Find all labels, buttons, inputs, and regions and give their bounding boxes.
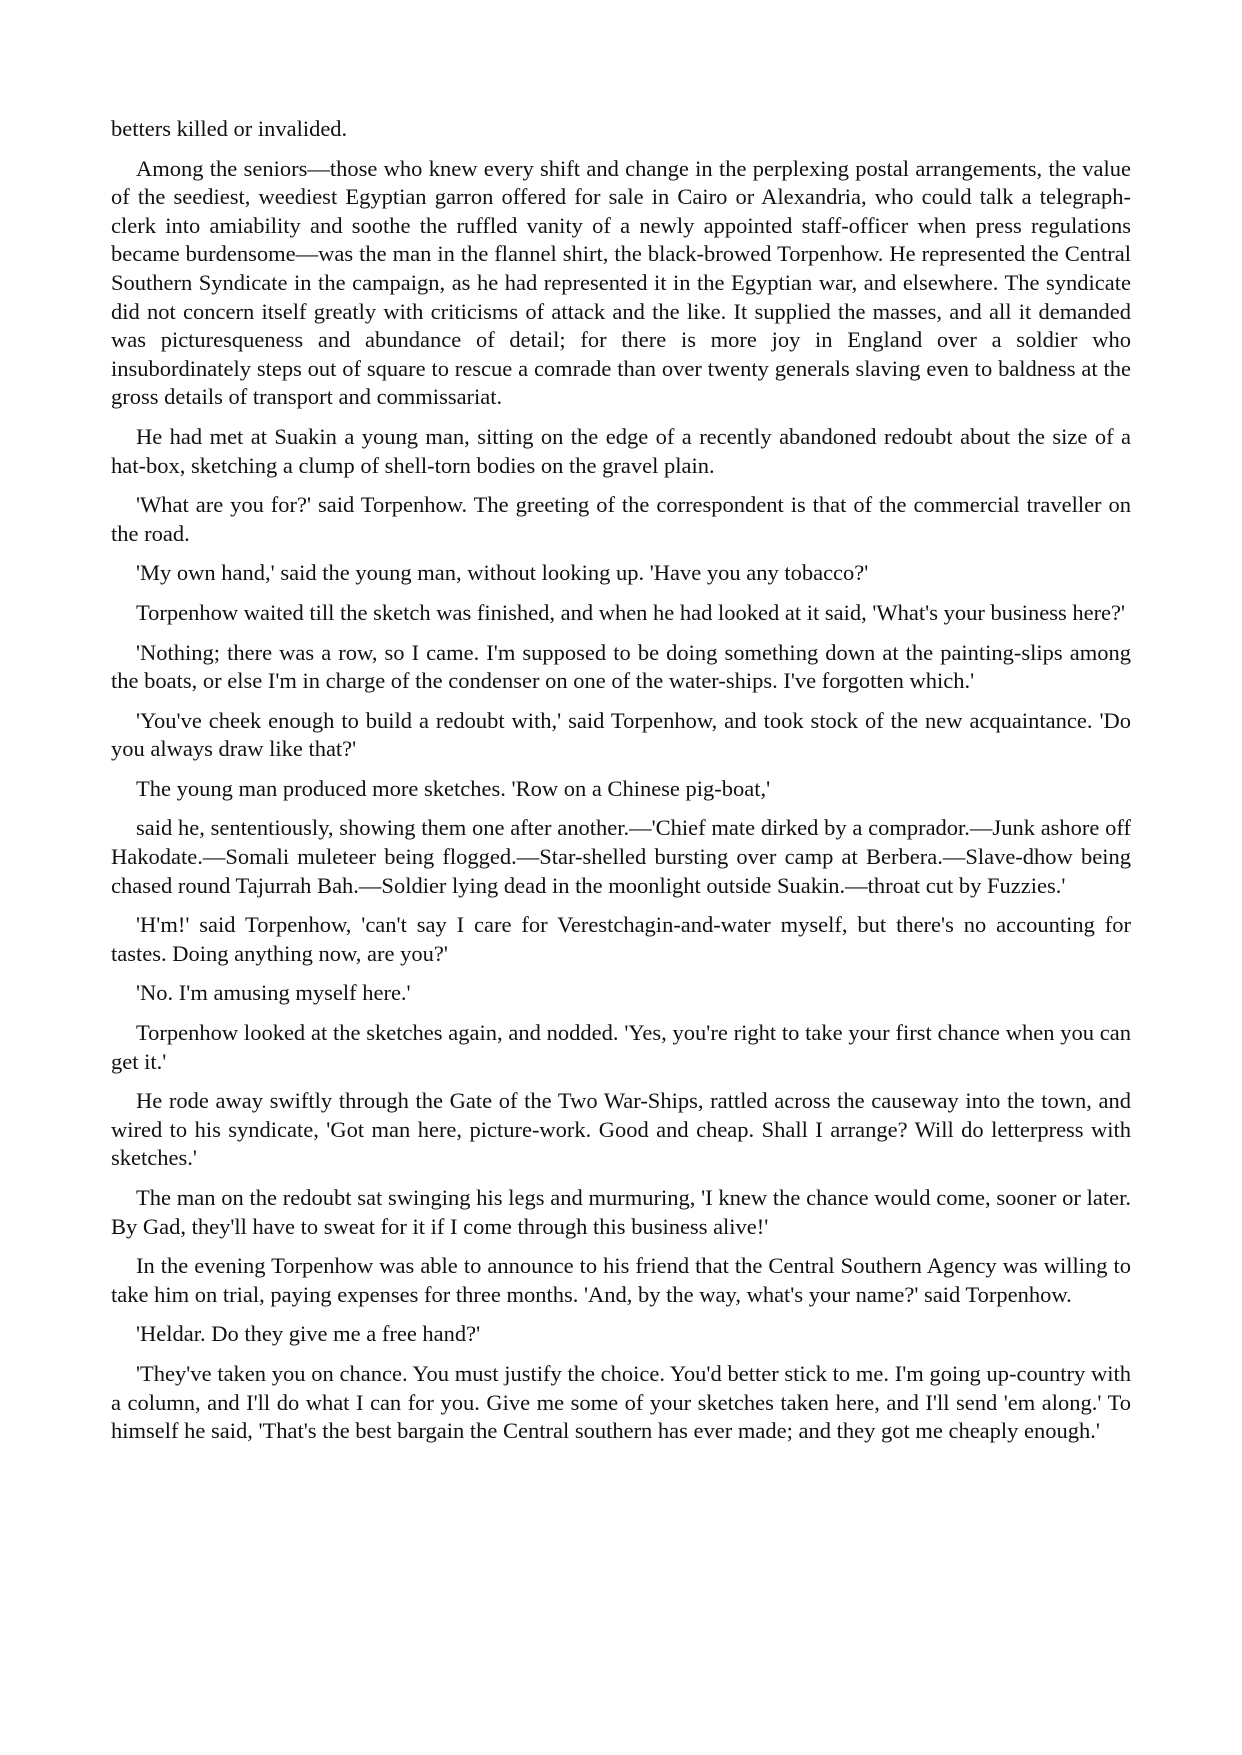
- paragraph: He had met at Suakin a young man, sitting on the edge of a recently abandoned redoubt about the size of a hat-box, sketching a clump of shell-torn bodies on the gravel plain.: [111, 423, 1131, 478]
- paragraph: 'They've taken you on chance. You must justify the choice. You'd better stick to me. I'm going up-country with a column, and I'll do what I can for you. Give me some of your sketches taken here, and I'll send 'em along.' To himself he said, 'That's the best bargain the Central southern has ever made; and they got me cheaply enough.': [111, 1360, 1131, 1444]
- paragraph: 'You've cheek enough to build a redoubt with,' said Torpenhow, and took stock of the new acquaintance. 'Do you always draw like that?': [111, 707, 1131, 762]
- document-page: [111, 115, 1131, 1457]
- paragraph: The young man produced more sketches. 'Row on a Chinese pig-boat,': [136, 775, 771, 801]
- paragraph: The man on the redoubt sat swinging his legs and murmuring, 'I knew the chance would come, sooner or later. By Gad, they'll have to sweat for it if I come through this business alive!': [111, 1185, 1131, 1239]
- paragraph: In the evening Torpenhow was able to announce to his friend that the Central Southern Agency was willing to take him on trial, paying expenses for three months. 'And, by the way, what's your name?' said Torpenhow.: [111, 1253, 1131, 1307]
- paragraph: 'Nothing; there was a row, so I came. I'm supposed to be doing something down at the painting-slips among the boats, or else I'm in charge of the condenser on one of the water-ships. I've forgotten which.': [111, 639, 1131, 694]
- paragraph: 'What are you for?' said Torpenhow. The greeting of the correspondent is that of the commercial traveller on the road.: [111, 492, 1131, 546]
- paragraph: Torpenhow looked at the sketches again, and nodded. 'Yes, you're right to take your first chance when you can get it.': [111, 1020, 1131, 1074]
- paragraph: 'No. I'm amusing myself here.': [136, 980, 411, 1006]
- paragraph-continuation: betters killed or invalided.: [111, 116, 348, 141]
- paragraph: said he, sententiously, showing them one after another.—'Chief mate dirked by a comprador.—Junk ashore off Hakodate.—Somali muleteer being flogged.—Star-shelled bursting over camp at Berbera.—Slave-dhow being chased round Tajurrah Bah.—Soldier lying dead in the moonlight outside Suakin.—throat cut by Fuzzies.': [111, 815, 1131, 898]
- paragraph: Among the seniors—those who knew every shift and change in the perplexing postal arrangements, the value of the seediest, weediest Egyptian garron offered for sale in Cairo or Alexandria, who could talk a telegraph-clerk into amiability and soothe the ruffled vanity of a newly appointed staff-officer when press regulations became burdensome—was the man in the flannel shirt, the black-browed Torpenhow. He represented the Central Southern Syndicate in the campaign, as he had represented it in the Egyptian war, and elsewhere. The syndicate did not concern itself greatly with criticisms of attack and the like. It supplied the masses, and all it demanded was picturesqueness and abundance of detail; for there is more joy in England over a soldier who insubordinately steps out of square to rescue a comrade than over twenty generals slaving even to baldness at the gross details of transport and commissariat.: [111, 155, 1131, 410]
- paragraph: 'H'm!' said Torpenhow, 'can't say I care for Verestchagin-and-water myself, but there's no accounting for tastes. Doing anything now, are you?': [111, 912, 1131, 966]
- paragraph: He rode away swiftly through the Gate of the Two War-Ships, rattled across the causeway into the town, and wired to his syndicate, 'Got man here, picture-work. Good and cheap. Shall I arrange? Will do letterpress with sketches.': [111, 1088, 1131, 1171]
- paragraph: 'Heldar. Do they give me a free hand?': [136, 1321, 481, 1347]
- paragraph: 'My own hand,' said the young man, without looking up. 'Have you any tobacco?': [136, 560, 869, 586]
- paragraph: Torpenhow waited till the sketch was finished, and when he had looked at it said, 'What's your business here?': [136, 599, 1126, 625]
